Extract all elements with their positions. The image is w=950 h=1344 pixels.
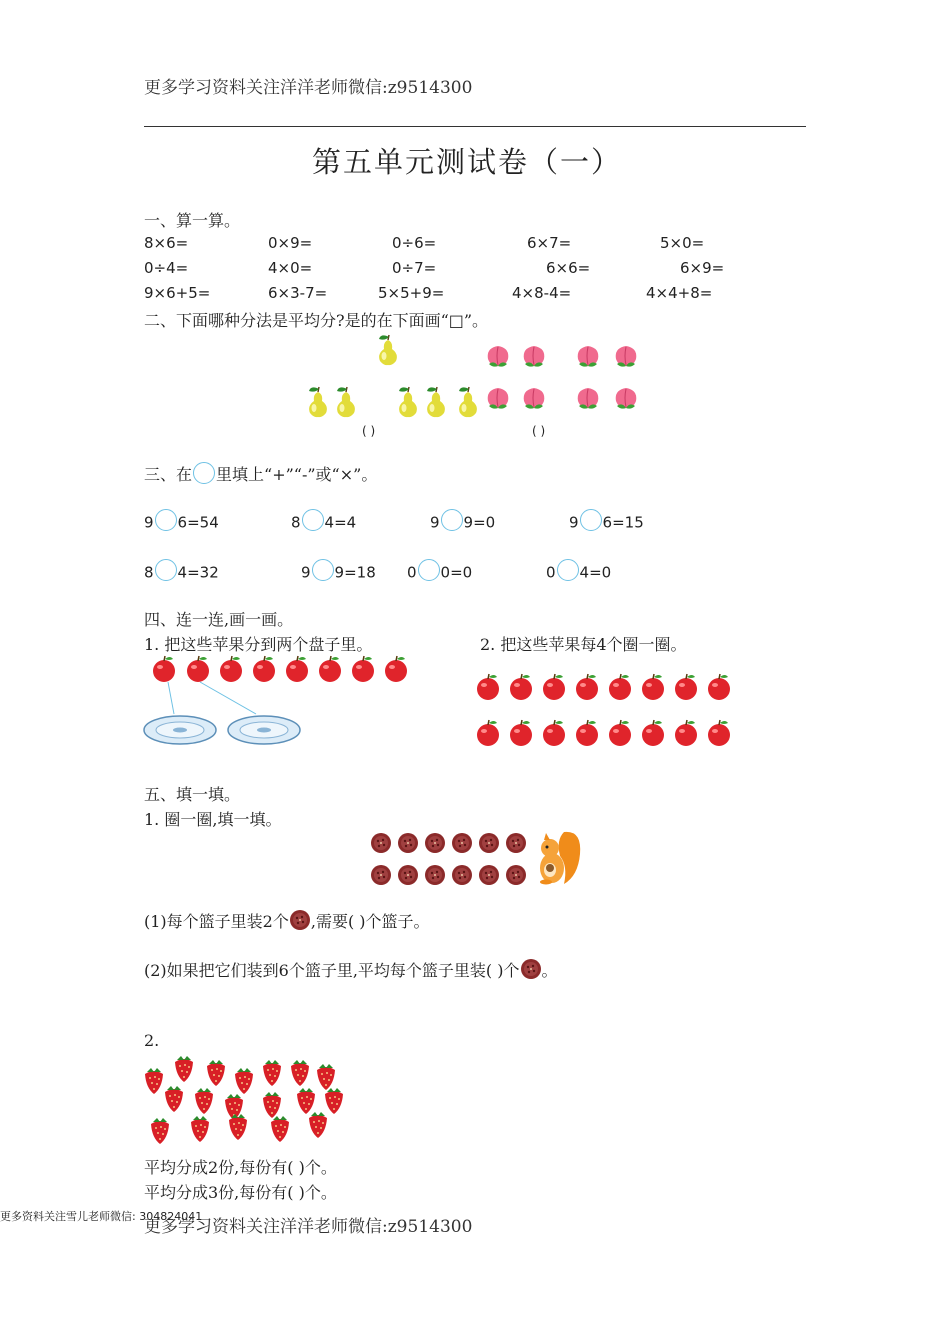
chestnut-icon [289,909,311,931]
section5-q1: 1. 圈一圈,填一填。 [144,810,282,829]
footer-text: 更多学习资料关注洋洋老师微信:z9514300 [144,1217,473,1237]
apple-plate-illustration [142,652,417,752]
section3-heading [144,462,377,487]
answer-paren-right[interactable]: ( ) [532,424,546,438]
calc-item: 8×6= [144,234,189,252]
operator-circle[interactable] [557,559,579,581]
section5-q2: 2. [144,1031,160,1050]
section4-q2: 2. 把这些苹果每4个圈一圈。 [480,635,687,654]
operator-item: 0 4=0 [546,562,611,584]
header-rule [144,126,806,127]
chestnut-squirrel-illustration [368,826,584,890]
calc-item: 0÷6= [392,234,437,252]
operator-item: 9 6=54 [144,512,219,534]
header-text: 更多学习资料关注洋洋老师微信:z9514300 [144,78,473,98]
section5-heading: 五、填一填。 [144,785,241,804]
calc-item: 6×7= [527,234,572,252]
operator-item: 8 4=32 [144,562,219,584]
operator-circle[interactable] [441,509,463,531]
calc-item: 0×9= [268,234,313,252]
operator-item: 9 6=15 [569,512,644,534]
section5-q2b: 平均分成3份,每份有( )个。 [144,1183,337,1202]
strawberry-illustration [140,1052,355,1147]
operator-circle[interactable] [155,509,177,531]
calc-item: 0÷4= [144,259,189,277]
chestnut-icon [520,958,542,980]
side-note: 更多资料关注雪儿老师微信: 304824041 [0,1210,203,1223]
operator-item: 0 0=0 [407,562,472,584]
calc-item: 6×9= [680,259,725,277]
operator-item: 9 9=18 [301,562,376,584]
apple-grid-illustration [472,672,737,756]
answer-paren-left[interactable]: ( ) [362,424,376,438]
operator-item: 9 9=0 [430,512,495,534]
calc-item: 0÷7= [392,259,437,277]
calc-item: 5×5+9= [378,284,445,302]
operator-circle[interactable] [302,509,324,531]
section3-heading-pre: 三、在 [144,465,193,484]
operator-circle[interactable] [312,559,334,581]
circle-icon [193,462,215,484]
calc-item: 4×0= [268,259,313,277]
calc-item: 5×0= [660,234,705,252]
section5-q1a: (1)每个篮子里装2个 ,需要( )个篮子。 [144,909,430,932]
section5-q1b: (2)如果把它们装到6个篮子里,平均每个篮子里装( )个 。 [144,958,558,981]
section2-heading: 二、下面哪种分法是平均分?是的在下面画“□”。 [144,311,489,330]
fruit-illustration [300,330,650,430]
calc-item: 4×4+8= [646,284,713,302]
section4-q1: 1. 把这些苹果分到两个盘子里。 [144,635,373,654]
section1-heading: 一、算一算。 [144,211,241,230]
section5-q2a: 平均分成2份,每份有( )个。 [144,1158,337,1177]
operator-item: 8 4=4 [291,512,356,534]
calc-item: 6×6= [546,259,591,277]
operator-circle[interactable] [155,559,177,581]
section4-heading: 四、连一连,画一画。 [144,610,294,629]
calc-item: 4×8-4= [512,284,572,302]
calc-item: 9×6+5= [144,284,211,302]
calc-item: 6×3-7= [268,284,328,302]
operator-circle[interactable] [580,509,602,531]
section3-heading-post: 里填上“+”“-”或“×”。 [216,465,378,484]
operator-circle[interactable] [418,559,440,581]
page-title: 第五单元测试卷（一） [312,145,623,179]
